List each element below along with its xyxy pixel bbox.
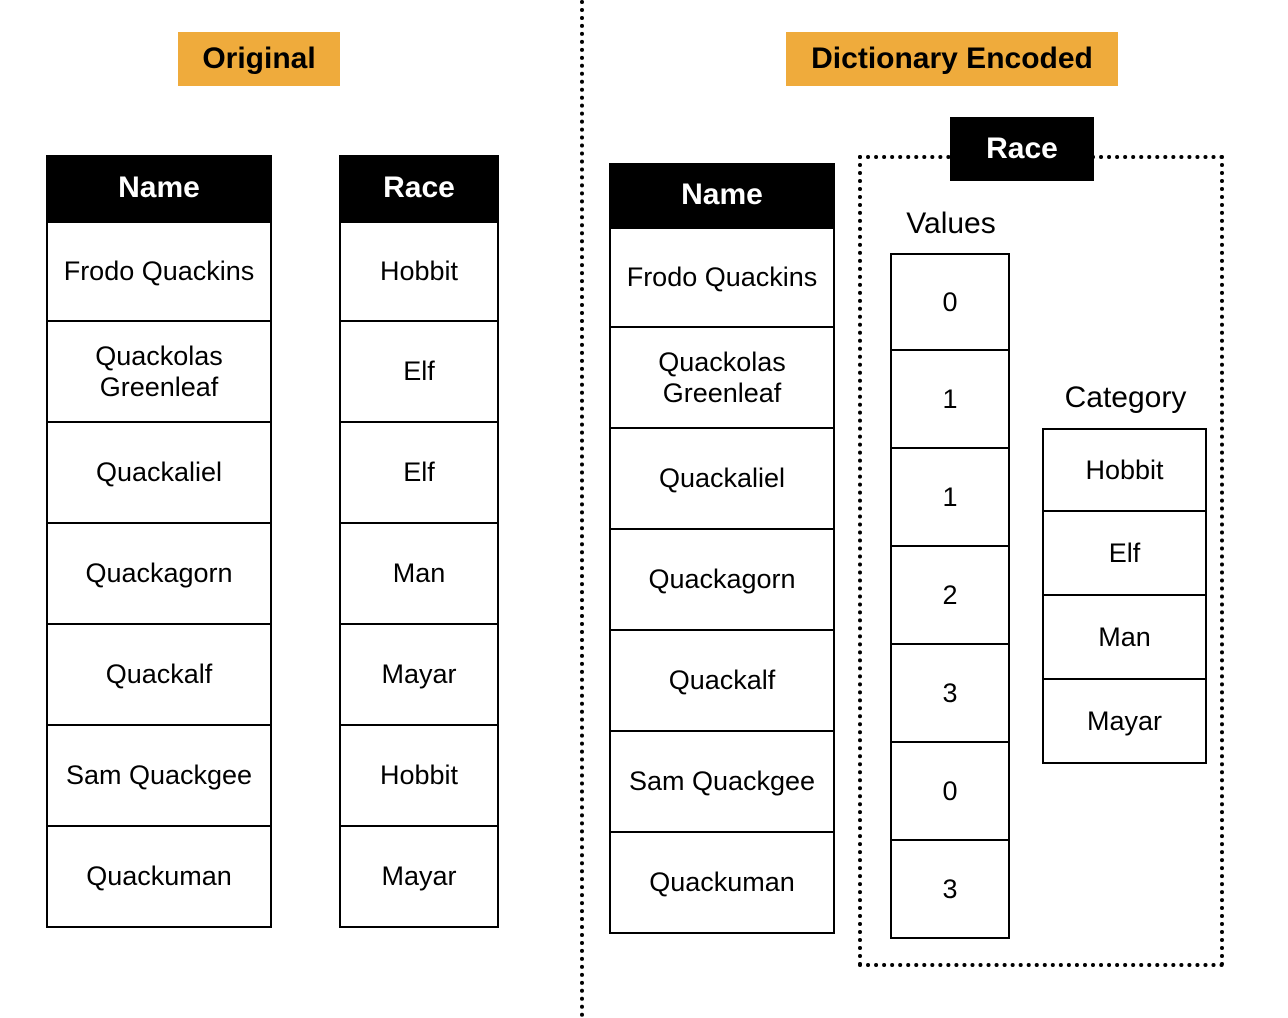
- original-name-column: [46, 155, 272, 928]
- encoded-name-column: [609, 163, 835, 934]
- race-values-column: [890, 253, 1010, 939]
- list-item: 1: [890, 449, 1010, 547]
- list-item: Hobbit: [1042, 428, 1207, 512]
- list-item: 3: [890, 841, 1010, 939]
- list-item: Mayar: [1042, 680, 1207, 764]
- race-group-title: Race: [950, 117, 1094, 181]
- original-race-column: [339, 155, 499, 928]
- table-row: Mayar: [339, 625, 499, 726]
- list-item: 1: [890, 351, 1010, 449]
- list-item: 0: [890, 743, 1010, 841]
- table-row: Quackalf: [609, 631, 835, 732]
- table-row: Hobbit: [339, 221, 499, 322]
- original-name-header: Name: [46, 155, 272, 221]
- list-item: Elf: [1042, 512, 1207, 596]
- values-label: Values: [906, 207, 996, 240]
- race-category-column: [1042, 428, 1207, 764]
- table-row: Quackuman: [46, 827, 272, 928]
- table-row: Frodo Quackins: [46, 221, 272, 322]
- table-row: Quackagorn: [46, 524, 272, 625]
- list-item: 3: [890, 645, 1010, 743]
- table-row: Elf: [339, 322, 499, 423]
- table-row: Quackuman: [609, 833, 835, 934]
- original-race-header: Race: [339, 155, 499, 221]
- original-section-title: Original: [178, 32, 340, 86]
- table-row: Sam Quackgee: [46, 726, 272, 827]
- category-label: Category: [1064, 381, 1187, 414]
- encoded-name-header: Name: [609, 163, 835, 227]
- table-row: Quackalf: [46, 625, 272, 726]
- list-item: 0: [890, 253, 1010, 351]
- encoded-section-title: Dictionary Encoded: [786, 32, 1118, 86]
- table-row: Sam Quackgee: [609, 732, 835, 833]
- table-row: Quackaliel: [609, 429, 835, 530]
- list-item: Man: [1042, 596, 1207, 680]
- table-row: Quackolas Greenleaf: [46, 322, 272, 423]
- table-row: Mayar: [339, 827, 499, 928]
- table-row: Elf: [339, 423, 499, 524]
- table-row: Man: [339, 524, 499, 625]
- table-row: Frodo Quackins: [609, 227, 835, 328]
- table-row: Quackagorn: [609, 530, 835, 631]
- table-row: Quackolas Greenleaf: [609, 328, 835, 429]
- table-row: Quackaliel: [46, 423, 272, 524]
- table-row: Hobbit: [339, 726, 499, 827]
- panel-divider: [580, 0, 584, 1018]
- list-item: 2: [890, 547, 1010, 645]
